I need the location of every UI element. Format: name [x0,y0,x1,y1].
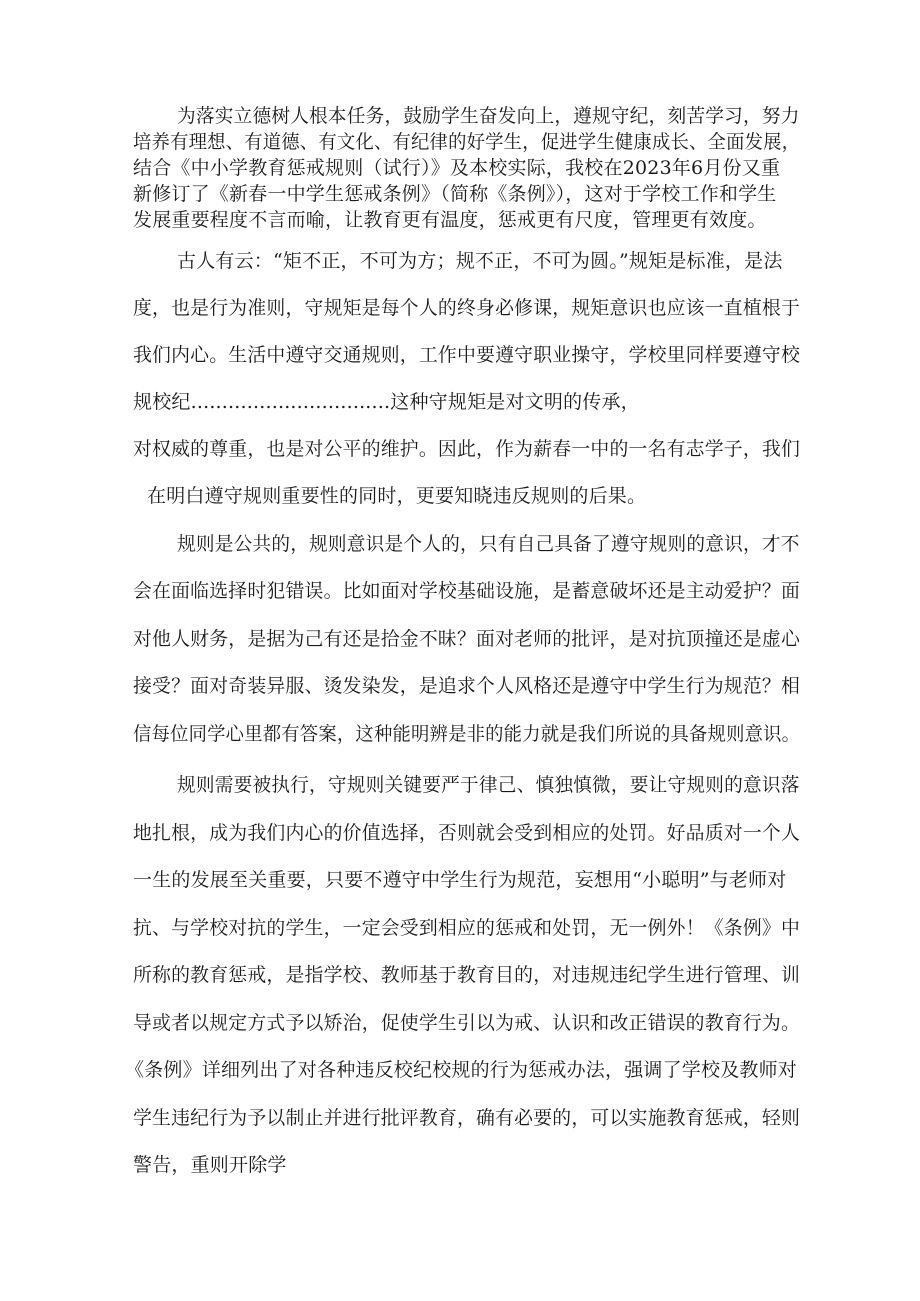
paragraph-1-line-3: 结合《中小学教育惩戒规则（试行）》及本校实际，我校在2023年6月份又重 [133,157,781,179]
paragraph-2-line-6: 在明白遵守规则重要性的同时，更要知晓违反规则的后果。 [147,485,647,507]
paragraph-4-line-9: 警告，重则开除学 [133,1154,287,1176]
paragraph-2-line-1: 古人有云：“矩不正，不可为方；规不正，不可为圆。”规矩是标准，是法 [177,250,783,272]
paragraph-3-line-4: 接受？面对奇装异服、烫发染发，是追求个人风格还是遵守中学生行为规范？相 [133,675,801,697]
paragraph-4-line-4: 抗、与学校对抗的学生，一定会受到相应的惩戒和处罚，无一例外！《条例》中 [133,917,801,939]
paragraph-2-line-4: 规校纪................................这种守规矩是对文明的传承， [133,391,640,413]
paragraph-4-line-7: 《条例》详细列出了对各种违反校纪校规的行为惩戒办法，强调了学校及教师对 [125,1059,798,1081]
paragraph-4-line-2: 地扎根，成为我们内心的价值选择，否则就会受到相应的处罚。好品质对一个人 [133,822,801,844]
paragraph-4-line-5: 所称的教育惩戒，是指学校、教师基于教育目的，对违规违纪学生进行管理、训 [133,964,801,986]
paragraph-3-line-2: 会在面临选择时犯错误。比如面对学校基础设施，是蓄意破坏还是主动爱护？面 [133,580,801,602]
paragraph-1-line-4: 新修订了《新春一中学生惩戒条例》（简称《条例》），这对于学校工作和学生 [133,183,777,205]
paragraph-3-line-5: 信每位同学心里都有答案，这种能明辨是非的能力就是我们所说的具备规则意识。 [133,723,801,745]
paragraph-2-line-3: 我们内心。生活中遵守交通规则，工作中要遵守职业操守，学校里同样要遵守校 [133,344,801,366]
paragraph-4-line-1: 规则需要被执行，守规则关键要严于律己、慎独慎微，要让守规则的意识落 [177,774,800,796]
paragraph-4-line-8: 学生违纪行为予以制止并进行批评教育，确有必要的，可以实施教育惩戒，轻则 [133,1107,801,1129]
paragraph-3-line-3: 对他人财务，是据为己有还是拾金不昧？面对老师的批评，是对抗顶撞还是虚心 [133,628,801,650]
paragraph-2-line-2: 度，也是行为准则，守规矩是每个人的终身必修课，规矩意识也应该一直植根于 [133,297,801,319]
paragraph-3-line-1: 规则是公共的，规则意识是个人的，只有自己具备了遵守规则的意识，才不 [177,533,800,555]
paragraph-4-line-6: 导或者以规定方式予以矫治，促使学生引以为戒、认识和改正错误的教育行为。 [133,1012,801,1034]
paragraph-1-line-5: 发展重要程度不言而喻，让教育更有温度，惩戒更有尺度，管理更有效度。 [133,209,767,231]
paragraph-1-line-2: 培养有理想、有道德、有文化、有纪律的好学生，促进学生健康成长、全面发展， [133,131,801,153]
paragraph-1-line-1: 为落实立德树人根本任务，鼓励学生奋发向上，遵规守纪，刻苦学习，努力 [177,105,800,127]
paragraph-2-line-5: 对权威的尊重，也是对公平的维护。因此，作为薪春一中的一名有志学子，我们 [133,438,801,460]
paragraph-4-line-3: 一生的发展至关重要，只要不遵守中学生行为规范，妄想用“小聪明”与老师对 [133,869,787,891]
